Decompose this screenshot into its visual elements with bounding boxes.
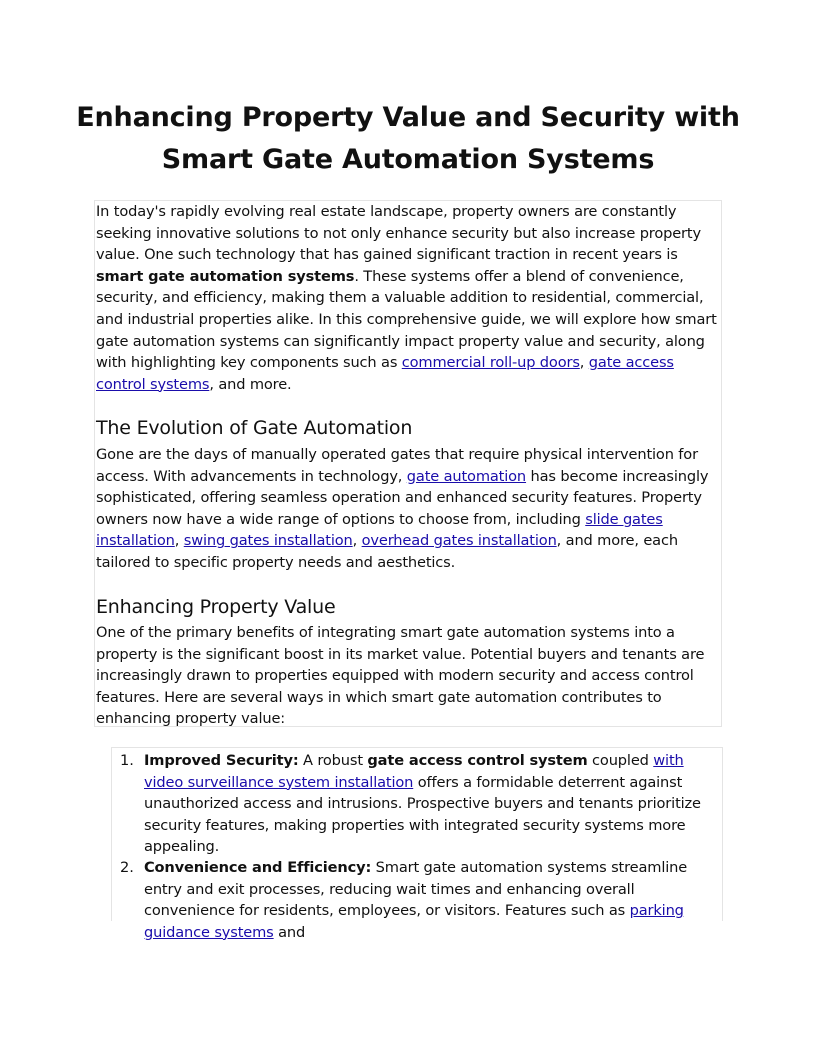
link-video-surveillance-installation[interactable]: with video surveillance system installation <box>144 752 684 791</box>
link-parking-guidance-systems[interactable]: parking guidance systems <box>144 902 684 941</box>
link-swing-gates-installation[interactable]: swing gates installation <box>183 532 353 550</box>
evolution-paragraph: Gone are the days of manually operated gates that require physical intervention for access. With advancements in technology, gate automation has become increasingly sophisticated, offering seamless operation and enhanced security features. Property owners now have a wide range of options to choose from, including slide gates installation, swing gates installation, overhead gates installation, and more, each tailored to specific property needs and aesthetics. <box>96 446 709 571</box>
link-slide-gates-installation[interactable]: slide gates installation <box>96 510 663 550</box>
page-title: Enhancing Property Value and Security with Smart Gate Automation Systems <box>76 102 740 175</box>
link-gate-automation[interactable]: gate automation <box>406 467 527 485</box>
intro-paragraph: In today's rapidly evolving real estate landscape, property owners are constantly seeking innovative solutions to not only enhance security but also increase property value. One such technology that has gained significant traction in recent years is smart gate automation systems. These systems offer a blend of convenience, security, and efficiency, making them a valuable addition to residential, commercial, and industrial properties alike. In this comprehensive guide, we will explore how smart gate automation systems can significantly impact property value and security, along with highlighting key components such as commercial roll-up doors, gate access control systems, and more. <box>96 203 717 393</box>
link-overhead-gates-installation[interactable]: overhead gates installation <box>361 532 557 550</box>
list-number: 2. <box>120 859 134 876</box>
section-heading-property-value: Enhancing Property Value <box>96 596 336 618</box>
list-number: 1. <box>120 752 134 769</box>
link-gate-access-control-systems[interactable]: gate access control systems <box>96 354 674 393</box>
list-item: Convenience and Efficiency: Smart gate automation systems streamline entry and exit processes, reducing wait times and enhancing overall convenience for residents, employees, or visitors. Features such as parking guidance systems and <box>144 859 688 941</box>
bold-term: smart gate automation systems <box>96 267 355 285</box>
link-commercial-roll-up-doors[interactable]: commercial roll-up doors <box>401 354 580 372</box>
property-value-paragraph: One of the primary benefits of integrating smart gate automation systems into a property is the significant boost in its market value. Potential buyers and tenants are increasingly drawn to properties equipped with modern security and access control features. Here are several ways in which smart gate automation contributes to enhancing property value: <box>96 624 705 728</box>
list-item: Improved Security: A robust gate access control system coupled with video surveillance system installation offers a formidable deterrent against unauthorized access and intrusions. Prospective buyers and tenants prioritize security features, making properties with integrated security systems more appealing. <box>144 752 701 856</box>
section-heading-evolution: The Evolution of Gate Automation <box>96 417 413 439</box>
